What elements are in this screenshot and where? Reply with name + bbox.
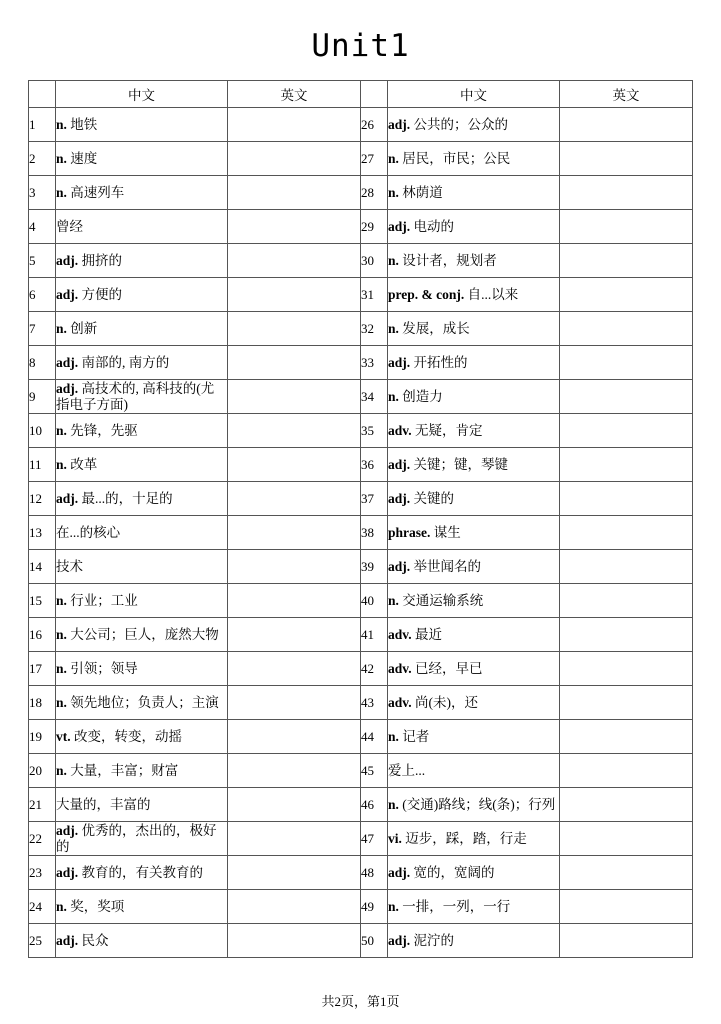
english-answer-cell[interactable] <box>228 414 361 448</box>
meaning-text: (交通)路线；线(条)；行列 <box>402 796 556 812</box>
part-of-speech: adj. <box>56 932 79 948</box>
english-answer-cell[interactable] <box>228 856 361 890</box>
part-of-speech: adj. <box>388 490 411 506</box>
chinese-meaning-cell <box>56 312 228 346</box>
part-of-speech: n. <box>56 184 67 200</box>
chinese-meaning-cell <box>388 856 560 890</box>
chinese-meaning-cell <box>56 448 228 482</box>
header-chinese-right: 中文 <box>388 81 560 108</box>
chinese-meaning-cell <box>388 584 560 618</box>
chinese-meaning-cell <box>56 890 228 924</box>
chinese-meaning-cell <box>388 788 560 822</box>
row-number: 10 <box>29 414 56 448</box>
row-number: 33 <box>361 346 388 380</box>
meaning-text: 高技术的, 高科技的(尤指电子方面) <box>56 380 215 412</box>
english-answer-cell[interactable] <box>228 754 361 788</box>
chinese-meaning-cell <box>388 686 560 720</box>
chinese-meaning-cell <box>388 448 560 482</box>
english-answer-cell[interactable] <box>560 142 693 176</box>
table-row <box>29 924 693 958</box>
table-row <box>29 618 693 652</box>
table-row <box>29 448 693 482</box>
part-of-speech: adj. <box>388 116 411 132</box>
part-of-speech: n. <box>388 592 399 608</box>
english-answer-cell[interactable] <box>560 448 693 482</box>
row-number: 41 <box>361 618 388 652</box>
row-number: 16 <box>29 618 56 652</box>
row-number: 31 <box>361 278 388 312</box>
chinese-meaning-cell <box>56 550 228 584</box>
row-number: 23 <box>29 856 56 890</box>
row-number: 42 <box>361 652 388 686</box>
table-row <box>29 788 693 822</box>
part-of-speech: n. <box>388 320 399 336</box>
english-answer-cell[interactable] <box>560 822 693 856</box>
part-of-speech: adv. <box>388 626 412 642</box>
table-row <box>29 414 693 448</box>
part-of-speech: vi. <box>388 830 402 846</box>
table-row <box>29 754 693 788</box>
meaning-text: 创新 <box>70 320 98 336</box>
meaning-text: 设计者，规划者 <box>402 252 497 268</box>
chinese-meaning-cell <box>56 176 228 210</box>
table-row <box>29 652 693 686</box>
part-of-speech: adj. <box>56 822 79 838</box>
part-of-speech: vt. <box>56 728 71 744</box>
meaning-text: 南部的, 南方的 <box>81 354 170 370</box>
meaning-text: 谋生 <box>433 524 461 540</box>
english-answer-cell[interactable] <box>560 890 693 924</box>
row-number: 14 <box>29 550 56 584</box>
part-of-speech: n. <box>56 592 67 608</box>
chinese-meaning-cell <box>388 618 560 652</box>
meaning-text: 大公司；巨人，庞然大物 <box>70 626 219 642</box>
chinese-meaning-cell <box>56 414 228 448</box>
row-number: 28 <box>361 176 388 210</box>
table-row <box>29 176 693 210</box>
row-number: 39 <box>361 550 388 584</box>
row-number: 50 <box>361 924 388 958</box>
meaning-text: 大量，丰富；财富 <box>70 762 179 778</box>
meaning-text: 居民，市民；公民 <box>402 150 511 166</box>
english-answer-cell[interactable] <box>228 618 361 652</box>
part-of-speech: n. <box>388 728 399 744</box>
chinese-meaning-cell <box>388 142 560 176</box>
chinese-meaning-cell <box>56 686 228 720</box>
chinese-meaning-cell <box>388 380 560 414</box>
meaning-text: 方便的 <box>81 286 123 302</box>
english-answer-cell[interactable] <box>228 652 361 686</box>
row-number: 9 <box>29 380 56 414</box>
english-answer-cell[interactable] <box>560 686 693 720</box>
english-answer-cell[interactable] <box>228 516 361 550</box>
meaning-text: 优秀的，杰出的，极好的 <box>56 822 217 854</box>
chinese-meaning-cell <box>388 924 560 958</box>
english-answer-cell[interactable] <box>228 584 361 618</box>
english-answer-cell[interactable] <box>228 312 361 346</box>
english-answer-cell[interactable] <box>228 482 361 516</box>
english-answer-cell[interactable] <box>228 788 361 822</box>
chinese-meaning-cell <box>388 108 560 142</box>
table-row <box>29 822 693 856</box>
row-number: 45 <box>361 754 388 788</box>
chinese-meaning-cell <box>56 108 228 142</box>
chinese-meaning-cell <box>56 754 228 788</box>
row-number: 34 <box>361 380 388 414</box>
part-of-speech: adv. <box>388 694 412 710</box>
chinese-meaning-cell <box>388 414 560 448</box>
table-row <box>29 890 693 924</box>
chinese-meaning-cell <box>56 788 228 822</box>
table-row <box>29 482 693 516</box>
meaning-text: 领先地位；负责人；主演 <box>70 694 219 710</box>
meaning-text: 最近 <box>415 626 443 642</box>
table-row <box>29 278 693 312</box>
part-of-speech: adj. <box>56 252 79 268</box>
row-number: 6 <box>29 278 56 312</box>
row-number: 27 <box>361 142 388 176</box>
table-body <box>29 108 693 958</box>
english-answer-cell[interactable] <box>560 550 693 584</box>
row-number: 2 <box>29 142 56 176</box>
english-answer-cell[interactable] <box>228 550 361 584</box>
meaning-text: 举世闻名的 <box>413 558 482 574</box>
chinese-meaning-cell <box>56 380 228 414</box>
part-of-speech: n. <box>56 660 67 676</box>
english-answer-cell[interactable] <box>560 210 693 244</box>
row-number: 11 <box>29 448 56 482</box>
table-row <box>29 516 693 550</box>
meaning-text: 高速列车 <box>70 184 125 200</box>
english-answer-cell[interactable] <box>560 346 693 380</box>
chinese-meaning-cell <box>388 516 560 550</box>
part-of-speech: adj. <box>56 864 79 880</box>
chinese-meaning-cell <box>56 516 228 550</box>
meaning-text: 已经，早已 <box>415 660 483 676</box>
english-answer-cell[interactable] <box>228 278 361 312</box>
meaning-text: 先锋，先驱 <box>70 422 138 438</box>
table-row <box>29 686 693 720</box>
chinese-meaning-cell <box>56 210 228 244</box>
table-row <box>29 550 693 584</box>
chinese-meaning-cell <box>388 822 560 856</box>
english-answer-cell[interactable] <box>560 108 693 142</box>
english-answer-cell[interactable] <box>228 686 361 720</box>
english-answer-cell[interactable] <box>560 720 693 754</box>
table-row <box>29 584 693 618</box>
table-header <box>29 81 693 108</box>
table-row <box>29 108 693 142</box>
english-answer-cell[interactable] <box>228 176 361 210</box>
part-of-speech: adj. <box>56 286 79 302</box>
row-number: 1 <box>29 108 56 142</box>
part-of-speech: n. <box>388 252 399 268</box>
chinese-meaning-cell <box>56 278 228 312</box>
chinese-meaning-cell <box>388 176 560 210</box>
header-english-left: 英文 <box>228 81 361 108</box>
page-footer: 共2页，第1页 <box>321 994 400 1009</box>
row-number: 4 <box>29 210 56 244</box>
chinese-meaning-cell <box>56 822 228 856</box>
english-answer-cell[interactable] <box>560 516 693 550</box>
chinese-meaning-cell <box>56 856 228 890</box>
meaning-text: 宽的，宽阔的 <box>413 864 495 880</box>
row-number: 24 <box>29 890 56 924</box>
english-answer-cell[interactable] <box>228 244 361 278</box>
row-number: 19 <box>29 720 56 754</box>
english-answer-cell[interactable] <box>228 890 361 924</box>
meaning-text: 曾经 <box>56 218 83 234</box>
english-answer-cell[interactable] <box>228 346 361 380</box>
row-number: 25 <box>29 924 56 958</box>
english-answer-cell[interactable] <box>228 448 361 482</box>
chinese-meaning-cell <box>388 652 560 686</box>
chinese-meaning-cell <box>388 754 560 788</box>
row-number: 26 <box>361 108 388 142</box>
chinese-meaning-cell <box>388 890 560 924</box>
part-of-speech: adv. <box>388 422 412 438</box>
chinese-meaning-cell <box>388 720 560 754</box>
table-row <box>29 210 693 244</box>
chinese-meaning-cell <box>388 312 560 346</box>
meaning-text: 行业；工业 <box>70 592 138 608</box>
meaning-text: 民众 <box>81 932 109 948</box>
table-row <box>29 720 693 754</box>
part-of-speech: n. <box>388 796 399 812</box>
meaning-text: 拥挤的 <box>81 252 123 268</box>
meaning-text: 公共的；公众的 <box>413 116 509 132</box>
meaning-text: 改变，转变，动摇 <box>74 728 182 744</box>
meaning-text: 在...的核心 <box>56 524 121 540</box>
english-answer-cell[interactable] <box>560 618 693 652</box>
chinese-meaning-cell <box>56 244 228 278</box>
chinese-meaning-cell <box>56 584 228 618</box>
english-answer-cell[interactable] <box>228 720 361 754</box>
meaning-text: 泥泞的 <box>413 932 455 948</box>
table-row <box>29 346 693 380</box>
english-answer-cell[interactable] <box>560 584 693 618</box>
english-answer-cell[interactable] <box>560 754 693 788</box>
english-answer-cell[interactable] <box>228 108 361 142</box>
english-answer-cell[interactable] <box>560 176 693 210</box>
chinese-meaning-cell <box>388 346 560 380</box>
part-of-speech: n. <box>56 456 67 472</box>
row-number: 44 <box>361 720 388 754</box>
row-number: 15 <box>29 584 56 618</box>
row-number: 49 <box>361 890 388 924</box>
english-answer-cell[interactable] <box>560 482 693 516</box>
row-number: 21 <box>29 788 56 822</box>
meaning-text: 关键的 <box>413 490 455 506</box>
row-number: 20 <box>29 754 56 788</box>
chinese-meaning-cell <box>388 278 560 312</box>
part-of-speech: n. <box>56 762 67 778</box>
row-number: 46 <box>361 788 388 822</box>
english-answer-cell[interactable] <box>560 856 693 890</box>
row-number: 22 <box>29 822 56 856</box>
row-number: 8 <box>29 346 56 380</box>
part-of-speech: n. <box>388 184 399 200</box>
meaning-text: 一排，一列，一行 <box>402 898 511 914</box>
row-number: 36 <box>361 448 388 482</box>
meaning-text: 记者 <box>402 728 430 744</box>
chinese-meaning-cell <box>56 924 228 958</box>
part-of-speech: adj. <box>56 380 79 396</box>
part-of-speech: adj. <box>56 490 79 506</box>
part-of-speech: n. <box>56 116 67 132</box>
chinese-meaning-cell <box>56 618 228 652</box>
meaning-text: 引领；领导 <box>70 660 138 676</box>
header-num-left <box>29 81 56 108</box>
english-answer-cell[interactable] <box>228 142 361 176</box>
row-number: 29 <box>361 210 388 244</box>
part-of-speech: adj. <box>56 354 79 370</box>
english-answer-cell[interactable] <box>560 312 693 346</box>
row-number: 35 <box>361 414 388 448</box>
meaning-text: 开拓性的 <box>413 354 468 370</box>
chinese-meaning-cell <box>388 210 560 244</box>
part-of-speech: adj. <box>388 218 411 234</box>
table-row <box>29 856 693 890</box>
meaning-text: 技术 <box>56 558 83 574</box>
meaning-text: 交通运输系统 <box>402 592 484 608</box>
english-answer-cell[interactable] <box>228 924 361 958</box>
meaning-text: 爱上... <box>388 762 426 778</box>
chinese-meaning-cell <box>388 482 560 516</box>
meaning-text: 林荫道 <box>402 184 443 200</box>
chinese-meaning-cell <box>56 346 228 380</box>
chinese-meaning-cell <box>56 652 228 686</box>
part-of-speech: adj. <box>388 456 411 472</box>
row-number: 40 <box>361 584 388 618</box>
meaning-text: 无疑，肯定 <box>415 422 483 438</box>
row-number: 3 <box>29 176 56 210</box>
english-answer-cell[interactable] <box>228 380 361 414</box>
row-number: 7 <box>29 312 56 346</box>
meaning-text: 速度 <box>70 150 98 166</box>
chinese-meaning-cell <box>56 720 228 754</box>
row-number: 38 <box>361 516 388 550</box>
english-answer-cell[interactable] <box>228 822 361 856</box>
part-of-speech: n. <box>388 388 399 404</box>
part-of-speech: adj. <box>388 558 411 574</box>
page-title: Unit1 <box>311 28 410 64</box>
english-answer-cell[interactable] <box>560 380 693 414</box>
part-of-speech: n. <box>388 898 399 914</box>
row-number: 12 <box>29 482 56 516</box>
meaning-text: 电动的 <box>413 218 455 234</box>
row-number: 18 <box>29 686 56 720</box>
row-number: 17 <box>29 652 56 686</box>
part-of-speech: adj. <box>388 354 411 370</box>
part-of-speech: n. <box>56 694 67 710</box>
english-answer-cell[interactable] <box>228 210 361 244</box>
row-number: 48 <box>361 856 388 890</box>
english-answer-cell[interactable] <box>560 924 693 958</box>
header-english-right: 英文 <box>560 81 693 108</box>
english-answer-cell[interactable] <box>560 788 693 822</box>
table-row <box>29 142 693 176</box>
meaning-text: 奖，奖项 <box>70 898 125 914</box>
meaning-text: 大量的，丰富的 <box>56 796 151 812</box>
part-of-speech: prep. & conj. <box>388 286 465 302</box>
table-row <box>29 380 693 414</box>
row-number: 13 <box>29 516 56 550</box>
part-of-speech: n. <box>56 898 67 914</box>
chinese-meaning-cell <box>388 550 560 584</box>
header-num-right <box>361 81 388 108</box>
meaning-text: 教育的，有关教育的 <box>81 864 204 880</box>
part-of-speech: n. <box>56 320 67 336</box>
part-of-speech: adj. <box>388 932 411 948</box>
meaning-text: 创造力 <box>402 388 443 404</box>
part-of-speech: n. <box>56 626 67 642</box>
part-of-speech: n. <box>56 422 67 438</box>
meaning-text: 地铁 <box>70 116 98 132</box>
part-of-speech: adv. <box>388 660 412 676</box>
vocabulary-table <box>28 80 693 958</box>
chinese-meaning-cell <box>388 244 560 278</box>
chinese-meaning-cell <box>56 482 228 516</box>
chinese-meaning-cell <box>56 142 228 176</box>
table-row <box>29 244 693 278</box>
meaning-text: 迈步，踩，踏，行走 <box>405 830 527 846</box>
row-number: 30 <box>361 244 388 278</box>
english-answer-cell[interactable] <box>560 278 693 312</box>
meaning-text: 改革 <box>70 456 98 472</box>
row-number: 43 <box>361 686 388 720</box>
meaning-text: 关键；键，琴键 <box>413 456 509 472</box>
meaning-text: 发展，成长 <box>402 320 470 336</box>
meaning-text: 最...的，十足的 <box>81 490 173 506</box>
row-number: 37 <box>361 482 388 516</box>
part-of-speech: adj. <box>388 864 411 880</box>
header-chinese-left: 中文 <box>56 81 228 108</box>
table-row <box>29 312 693 346</box>
english-answer-cell[interactable] <box>560 244 693 278</box>
part-of-speech: phrase. <box>388 524 431 540</box>
meaning-text: 尚(未)，还 <box>415 694 479 710</box>
row-number: 47 <box>361 822 388 856</box>
row-number: 32 <box>361 312 388 346</box>
part-of-speech: n. <box>56 150 67 166</box>
english-answer-cell[interactable] <box>560 414 693 448</box>
part-of-speech: n. <box>388 150 399 166</box>
english-answer-cell[interactable] <box>560 652 693 686</box>
meaning-text: 自...以来 <box>467 286 519 302</box>
row-number: 5 <box>29 244 56 278</box>
